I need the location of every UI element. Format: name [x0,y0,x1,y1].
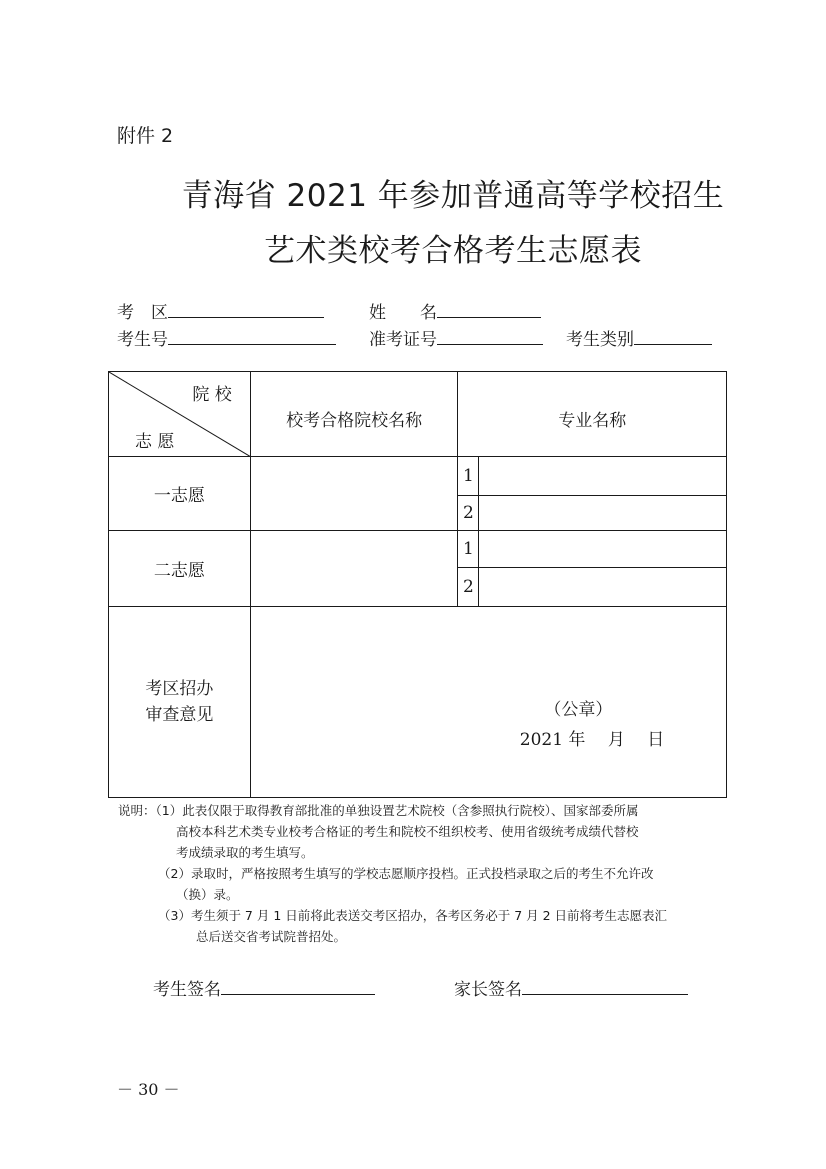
name-input-line[interactable] [437,301,541,318]
header-major-name: 专业名称 [458,372,727,457]
parent-signature-line[interactable] [522,978,688,995]
parent-signature-field [454,975,688,1000]
name-field [369,298,541,323]
review-label-line2: 审查意见 [145,705,214,725]
first-choice-school-cell[interactable] [250,457,458,531]
first-choice-major-1-cell[interactable] [479,457,727,496]
candidate-no-field [117,325,336,350]
page-number: － 30 － [117,1080,180,1099]
attachment-label: 附件 2 [117,125,174,147]
note-1-line-2: 高校本科艺术类专业校考合格证的考生和院校不组织校考、使用省级统考成绩代替校 [176,824,639,839]
first-choice-major-index-1: 1 [458,457,479,496]
candidate-no-label: 考生号 [117,330,168,350]
official-seal-text: （公章） [544,700,613,720]
category-label: 考生类别 [566,330,634,350]
second-choice-school-cell[interactable] [250,531,458,607]
notes-prefix: 说明： [118,803,156,818]
parent-signature-label: 家长签名 [454,980,522,1000]
corner-label-school: 院 校 [192,385,232,405]
first-choice-major-2-cell[interactable] [479,496,727,531]
review-label-line1: 考区招办 [145,679,214,699]
note-3-line-1: （3）考生须于 7 月 1 日前将此表送交考区招办，各考区务必于 7 月 2 日前将考生志愿表汇 [158,908,668,923]
note-2-line-2: （换）录。 [176,887,239,902]
note-2-line-1: （2）录取时，严格按照考生填写的学校志愿顺序投档。正式投档录取之后的考生不允许改 [158,866,654,881]
header-school-name: 校考合格院校名称 [250,372,458,457]
candidate-signature-label: 考生签名 [153,980,221,1000]
second-choice-major-index-1: 1 [458,531,479,568]
page-title-line2: 艺术类校考合格考生志愿表 [264,233,642,269]
second-choice-major-index-2: 2 [458,568,479,607]
admission-ticket-label: 准考证号 [369,330,437,350]
note-1-line-3: 考成绩录取的考生填写。 [176,845,314,860]
review-opinion-cell[interactable] [250,607,726,798]
candidate-signature-line[interactable] [221,978,375,995]
page-title-line1: 青海省 2021 年参加普通高等学校招生 [181,178,725,214]
review-date: 2021 年 月 日 [519,730,665,750]
name-label: 姓 名 [369,303,437,323]
notes-section [118,800,730,947]
note-3-line-2: 总后送交省考试院普招处。 [196,929,347,944]
first-choice-major-index-2: 2 [458,496,479,531]
candidate-no-input-line[interactable] [168,328,336,345]
category-field [566,325,712,350]
admission-ticket-field [369,325,543,350]
second-choice-major-2-cell[interactable] [479,568,727,607]
note-1-line-1: （1）此表仅限于取得教育部批准的单独设置艺术院校（含参照执行院校）、国家部委所属 [155,803,639,818]
row-second-choice-label: 二志愿 [109,531,251,607]
row-first-choice-label: 一志愿 [109,457,251,531]
category-input-line[interactable] [634,328,712,345]
review-opinion-label [109,607,251,798]
candidate-signature-field [153,975,375,1000]
admission-ticket-input-line[interactable] [437,328,543,345]
exam-area-field [117,298,324,323]
exam-area-label: 考 区 [117,303,168,323]
volunteer-table [108,371,727,798]
corner-label-choice: 志 愿 [135,432,175,452]
exam-area-input-line[interactable] [168,301,324,318]
second-choice-major-1-cell[interactable] [479,531,727,568]
table-corner-cell [109,372,251,457]
